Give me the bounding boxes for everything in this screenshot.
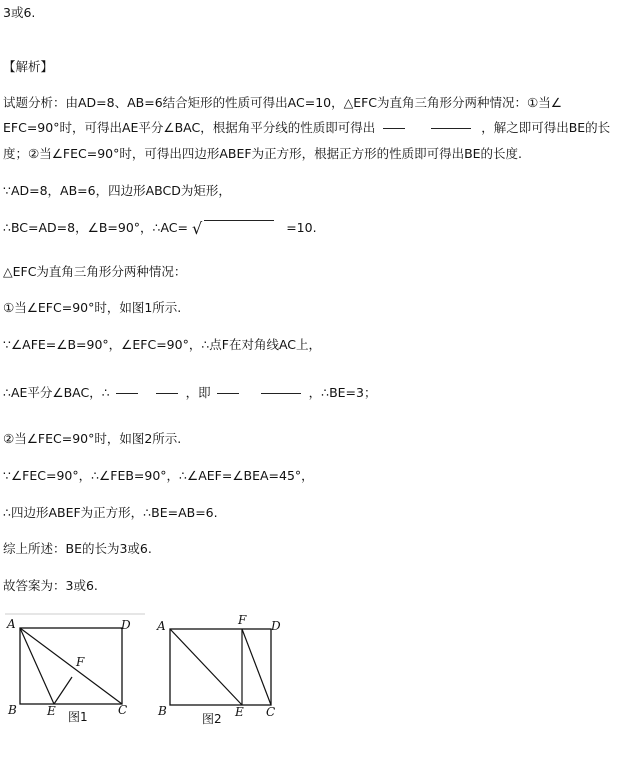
fraction-blank [156,393,178,394]
label-e: E [235,705,244,719]
answer-line: 3或6. [3,5,36,20]
text-line-1: 试题分析：由AD=8、AB=6结合矩形的性质可得出AC=10，△EFC为直角三角形分两种情况：①当∠ [3,95,562,110]
label-d: D [271,619,281,633]
label-f: F [238,613,247,627]
label-e: E [47,704,56,718]
label-f: F [76,655,85,669]
text-line-9 [3,385,376,401]
label-b: B [158,704,167,718]
figure-2 [150,608,300,733]
label-a: A [157,619,166,633]
label-a: A [7,617,16,631]
sqrt-icon: √ [192,218,203,238]
text-line-8: ∵∠AFE=∠B=90°，∠EFC=90°，∴点F在对角线AC上， [3,337,322,352]
label-c: C [118,703,128,717]
figure-1-caption: 图1 [68,710,88,724]
label-b: B [8,703,17,717]
text-line-5a: ∴BC=AD=8，∠B=90°，∴AC= [3,220,189,235]
text-line-4: ∵AD=8，AB=6，四边形ABCD为矩形， [3,183,231,198]
rectangle-abcd [170,629,271,705]
fraction-blank [431,128,471,129]
figure-1 [0,608,150,733]
text-line-3: 度；②当∠FEC=90°时，可得出四边形ABEF为正方形，根据正方形的性质即可得出BE的长度. [3,146,523,161]
text-line-9b: ，即 [185,385,211,400]
text-line-11: ∵∠FEC=90°，∴∠FEB=90°，∴∠AEF=∠BEA=45°， [3,468,314,483]
segment-ae [170,629,242,705]
text-line-10: ②当∠FEC=90°时，如图2所示. [3,431,182,446]
label-d: D [121,618,131,632]
fraction-blank [217,393,239,394]
text-line-6: △EFC为直角三角形分两种情况： [3,264,187,279]
text-line-14: 故答案为：3或6. [3,578,98,593]
text-line-5 [3,220,317,237]
text-line-2b: ，解之即可得出BE的长 [481,120,611,135]
text-line-2 [3,120,610,136]
text-line-9c: ，∴BE=3； [308,385,377,400]
figure-2-caption: 图2 [202,712,222,726]
segment-ae [20,628,54,704]
sqrt-blank [204,220,274,237]
text-line-7: ①当∠EFC=90°时，如图1所示. [3,300,182,315]
fraction-blank [383,128,405,129]
label-c: C [266,705,276,719]
text-line-2a: EFC=90°时，可得出AE平分∠BAC，根据角平分线的性质即可得出 [3,120,376,135]
diagonal-ac [20,628,122,704]
segment-ef [54,677,72,704]
text-line-5b: =10. [286,220,317,235]
text-line-9a: ∴AE平分∠BAC，∴ [3,385,110,400]
text-line-12: ∴四边形ABEF为正方形，∴BE=AB=6. [3,505,218,520]
segment-fc [242,629,271,705]
analysis-header: 【解析】 [3,59,54,74]
text-line-13: 综上所述：BE的长为3或6. [3,541,152,556]
fraction-blank [116,393,138,394]
fraction-blank [261,393,301,394]
